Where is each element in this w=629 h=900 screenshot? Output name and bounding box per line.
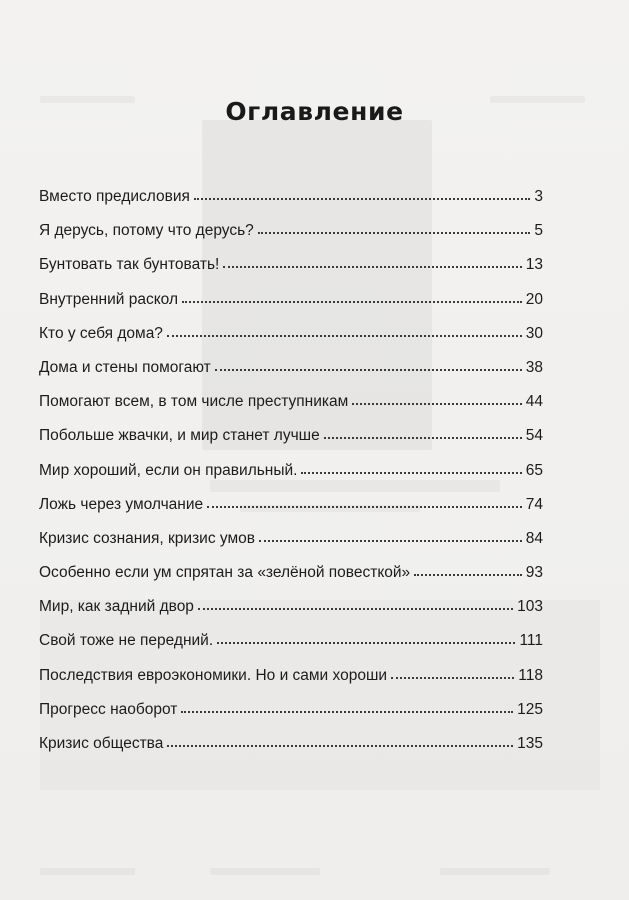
toc-page-number: 111 xyxy=(519,632,543,650)
toc-entry-title: Помогают всем, в том числе преступникам xyxy=(39,393,349,411)
toc-page-number: 125 xyxy=(517,700,543,718)
toc-page-number: 135 xyxy=(517,735,543,752)
toc-entry-title: Кто у себя дома? xyxy=(39,324,163,342)
toc-entry-title: Побольше жвачки, и мир станет лучше xyxy=(39,427,320,445)
bleed-through-mark xyxy=(40,868,135,875)
dot-leader xyxy=(182,301,522,303)
toc-entry-title: Свой тоже не передний. xyxy=(39,632,214,650)
toc-entry[interactable] xyxy=(39,324,543,358)
toc-entry-title: Мир, как задний двор xyxy=(39,598,194,616)
toc-entry-title: Дома и стены помогают xyxy=(39,358,211,376)
dot-leader xyxy=(181,711,513,713)
dot-leader xyxy=(167,745,513,747)
toc-entry-title: Внутренний раскол xyxy=(39,290,179,308)
dot-leader xyxy=(223,266,521,268)
toc-page-number: 20 xyxy=(525,290,543,308)
toc-page-number: 103 xyxy=(517,598,543,616)
toc-entry[interactable] xyxy=(39,187,543,221)
toc-entry[interactable] xyxy=(39,597,543,631)
dot-leader xyxy=(259,540,522,542)
toc-page-number: 74 xyxy=(525,495,543,513)
dot-leader xyxy=(207,506,522,508)
toc-entry[interactable] xyxy=(39,666,543,700)
toc-entry-title: Последствия евроэкономики. Но и сами хороши xyxy=(39,666,388,684)
dot-leader xyxy=(194,198,530,200)
toc-entry-title: Вместо предисловия xyxy=(39,188,190,205)
toc-entry[interactable] xyxy=(39,290,543,324)
dot-leader xyxy=(258,232,531,234)
toc-page-number: 54 xyxy=(525,427,543,445)
toc-entry[interactable] xyxy=(39,529,543,563)
toc-page-number: 3 xyxy=(534,188,543,205)
toc-page-number: 44 xyxy=(525,393,543,411)
toc-entry[interactable] xyxy=(39,461,543,495)
bleed-through-mark xyxy=(210,868,320,875)
toc-page-number: 84 xyxy=(525,529,543,547)
table-of-contents xyxy=(39,187,543,768)
dot-leader xyxy=(217,642,515,644)
dot-leader xyxy=(215,369,522,371)
toc-entry-title: Бунтовать так бунтовать! xyxy=(39,256,220,274)
dot-leader xyxy=(352,403,521,405)
toc-entry-title: Мир хороший, если он правильный. xyxy=(39,461,298,479)
toc-page-number: 13 xyxy=(525,256,543,274)
toc-entry-title: Кризис общества xyxy=(39,735,164,752)
toc-entry[interactable] xyxy=(39,221,543,255)
toc-page-number: 5 xyxy=(534,222,543,240)
dot-leader xyxy=(324,437,522,439)
toc-entry-title: Я дерусь, потому что дерусь? xyxy=(39,222,254,240)
toc-page-number: 65 xyxy=(525,461,543,479)
toc-entry[interactable] xyxy=(39,392,543,426)
toc-page-number: 93 xyxy=(525,564,543,582)
toc-entry[interactable] xyxy=(39,734,543,768)
toc-entry[interactable] xyxy=(39,255,543,289)
toc-entry[interactable] xyxy=(39,700,543,734)
toc-entry[interactable] xyxy=(39,358,543,392)
dot-leader xyxy=(391,677,514,679)
toc-page-number: 118 xyxy=(518,666,543,684)
toc-page-number: 30 xyxy=(525,324,543,342)
page-title: Оглавление xyxy=(225,96,404,126)
bleed-through-mark xyxy=(440,868,550,875)
toc-entry[interactable] xyxy=(39,563,543,597)
toc-entry-title: Кризис сознания, кризис умов xyxy=(39,529,255,547)
dot-leader xyxy=(414,574,522,576)
dot-leader xyxy=(301,472,521,474)
toc-entry-title: Ложь через умолчание xyxy=(39,495,204,513)
toc-entry[interactable] xyxy=(39,426,543,460)
toc-entry[interactable] xyxy=(39,631,543,665)
dot-leader xyxy=(198,608,513,610)
toc-entry[interactable] xyxy=(39,495,543,529)
dot-leader xyxy=(167,335,522,337)
toc-entry-title: Особенно если ум спрятан за «зелёной повесткой» xyxy=(39,564,411,582)
toc-entry-title: Прогресс наоборот xyxy=(39,700,178,718)
toc-page-number: 38 xyxy=(525,358,543,376)
